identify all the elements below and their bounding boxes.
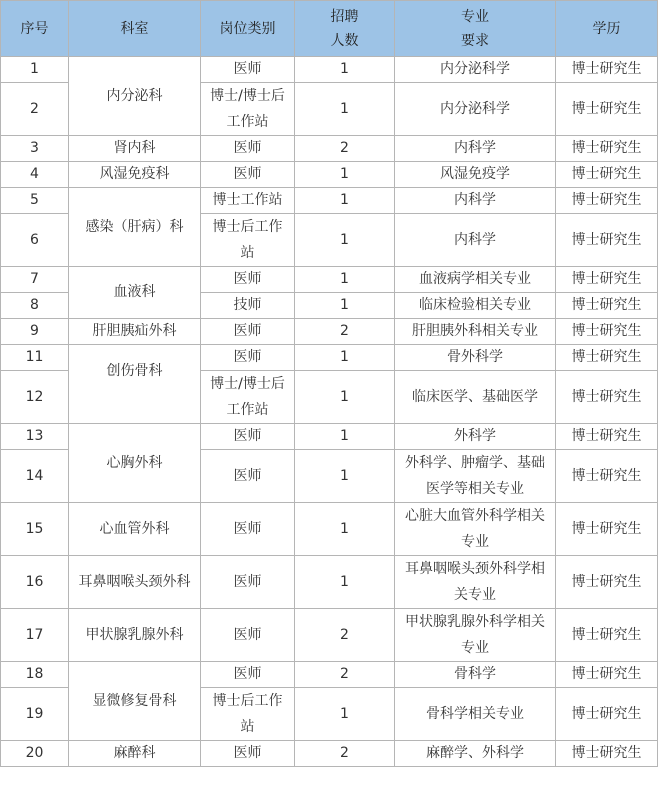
table-row [1, 345, 658, 371]
count-cell: 2 [295, 609, 395, 662]
edu-cell: 博士研究生 [556, 503, 658, 556]
count-cell: 1 [295, 162, 395, 188]
edu-cell: 博士研究生 [556, 214, 658, 267]
dept-cell: 内分泌科 [69, 57, 201, 136]
header-post: 岗位类别 [201, 1, 295, 57]
count-cell: 1 [295, 688, 395, 741]
header-count: 招聘人数 [295, 1, 395, 57]
edu-cell: 博士研究生 [556, 188, 658, 214]
major-cell: 心脏大血管外科学相关专业 [395, 503, 556, 556]
count-cell: 1 [295, 83, 395, 136]
edu-cell: 博士研究生 [556, 162, 658, 188]
table-row [1, 503, 658, 556]
edu-cell: 博士研究生 [556, 741, 658, 767]
post-cell: 博士/博士后工作站 [201, 83, 295, 136]
seq-cell: 16 [1, 556, 69, 609]
count-cell: 1 [295, 556, 395, 609]
header-seq: 序号 [1, 1, 69, 57]
edu-cell: 博士研究生 [556, 345, 658, 371]
dept-cell: 风湿免疫科 [69, 162, 201, 188]
post-cell: 博士工作站 [201, 188, 295, 214]
count-cell: 1 [295, 503, 395, 556]
count-cell: 2 [295, 319, 395, 345]
count-cell: 1 [295, 214, 395, 267]
count-cell: 1 [295, 371, 395, 424]
header-major: 专业要求 [395, 1, 556, 57]
post-cell: 医师 [201, 741, 295, 767]
table-row [1, 319, 658, 345]
edu-cell: 博士研究生 [556, 424, 658, 450]
count-cell: 1 [295, 293, 395, 319]
table-row [1, 57, 658, 83]
edu-cell: 博士研究生 [556, 319, 658, 345]
table-row [1, 136, 658, 162]
edu-cell: 博士研究生 [556, 83, 658, 136]
dept-cell: 心血管外科 [69, 503, 201, 556]
count-cell: 2 [295, 741, 395, 767]
edu-cell: 博士研究生 [556, 136, 658, 162]
major-cell: 外科学 [395, 424, 556, 450]
seq-cell: 3 [1, 136, 69, 162]
seq-cell: 19 [1, 688, 69, 741]
post-cell: 博士后工作站 [201, 214, 295, 267]
dept-cell: 甲状腺乳腺外科 [69, 609, 201, 662]
count-cell: 1 [295, 345, 395, 371]
count-cell: 1 [295, 424, 395, 450]
major-cell: 骨科学 [395, 662, 556, 688]
table-row [1, 609, 658, 662]
table-row [1, 662, 658, 688]
major-cell: 骨科学相关专业 [395, 688, 556, 741]
dept-cell: 感染（肝病）科 [69, 188, 201, 267]
table-row [1, 267, 658, 293]
major-cell: 外科学、肿瘤学、基础医学等相关专业 [395, 450, 556, 503]
post-cell: 医师 [201, 345, 295, 371]
dept-cell: 肝胆胰疝外科 [69, 319, 201, 345]
post-cell: 医师 [201, 162, 295, 188]
major-cell: 内科学 [395, 214, 556, 267]
header-edu: 学历 [556, 1, 658, 57]
header-row [1, 1, 658, 57]
major-cell: 麻醉学、外科学 [395, 741, 556, 767]
seq-cell: 18 [1, 662, 69, 688]
count-cell: 1 [295, 267, 395, 293]
seq-cell: 14 [1, 450, 69, 503]
major-cell: 甲状腺乳腺外科学相关专业 [395, 609, 556, 662]
edu-cell: 博士研究生 [556, 371, 658, 424]
seq-cell: 20 [1, 741, 69, 767]
edu-cell: 博士研究生 [556, 609, 658, 662]
table-row [1, 556, 658, 609]
major-cell: 内科学 [395, 188, 556, 214]
edu-cell: 博士研究生 [556, 57, 658, 83]
major-cell: 内分泌科学 [395, 57, 556, 83]
major-cell: 临床检验相关专业 [395, 293, 556, 319]
edu-cell: 博士研究生 [556, 267, 658, 293]
dept-cell: 心胸外科 [69, 424, 201, 503]
count-cell: 1 [295, 57, 395, 83]
post-cell: 医师 [201, 319, 295, 345]
post-cell: 技师 [201, 293, 295, 319]
major-cell: 耳鼻咽喉头颈外科学相关专业 [395, 556, 556, 609]
major-cell: 临床医学、基础医学 [395, 371, 556, 424]
post-cell: 医师 [201, 424, 295, 450]
edu-cell: 博士研究生 [556, 293, 658, 319]
major-cell: 血液病学相关专业 [395, 267, 556, 293]
dept-cell: 耳鼻咽喉头颈外科 [69, 556, 201, 609]
seq-cell: 8 [1, 293, 69, 319]
major-cell: 骨外科学 [395, 345, 556, 371]
post-cell: 医师 [201, 609, 295, 662]
major-cell: 内科学 [395, 136, 556, 162]
post-cell: 医师 [201, 662, 295, 688]
count-cell: 1 [295, 450, 395, 503]
major-cell: 肝胆胰外科相关专业 [395, 319, 556, 345]
edu-cell: 博士研究生 [556, 556, 658, 609]
dept-cell: 肾内科 [69, 136, 201, 162]
post-cell: 医师 [201, 556, 295, 609]
table-row [1, 188, 658, 214]
seq-cell: 7 [1, 267, 69, 293]
seq-cell: 17 [1, 609, 69, 662]
post-cell: 医师 [201, 136, 295, 162]
seq-cell: 15 [1, 503, 69, 556]
count-cell: 2 [295, 136, 395, 162]
seq-cell: 1 [1, 57, 69, 83]
edu-cell: 博士研究生 [556, 688, 658, 741]
seq-cell: 13 [1, 424, 69, 450]
dept-cell: 创伤骨科 [69, 345, 201, 424]
post-cell: 博士/博士后工作站 [201, 371, 295, 424]
seq-cell: 4 [1, 162, 69, 188]
post-cell: 医师 [201, 450, 295, 503]
dept-cell: 显微修复骨科 [69, 662, 201, 741]
seq-cell: 12 [1, 371, 69, 424]
table-row [1, 741, 658, 767]
seq-cell: 9 [1, 319, 69, 345]
post-cell: 医师 [201, 503, 295, 556]
post-cell: 医师 [201, 57, 295, 83]
post-cell: 医师 [201, 267, 295, 293]
count-cell: 2 [295, 662, 395, 688]
post-cell: 博士后工作站 [201, 688, 295, 741]
edu-cell: 博士研究生 [556, 450, 658, 503]
dept-cell: 麻醉科 [69, 741, 201, 767]
seq-cell: 2 [1, 83, 69, 136]
major-cell: 风湿免疫学 [395, 162, 556, 188]
major-cell: 内分泌科学 [395, 83, 556, 136]
edu-cell: 博士研究生 [556, 662, 658, 688]
count-cell: 1 [295, 188, 395, 214]
seq-cell: 5 [1, 188, 69, 214]
table-row [1, 424, 658, 450]
seq-cell: 11 [1, 345, 69, 371]
seq-cell: 6 [1, 214, 69, 267]
dept-cell: 血液科 [69, 267, 201, 319]
header-dept: 科室 [69, 1, 201, 57]
table-row [1, 162, 658, 188]
